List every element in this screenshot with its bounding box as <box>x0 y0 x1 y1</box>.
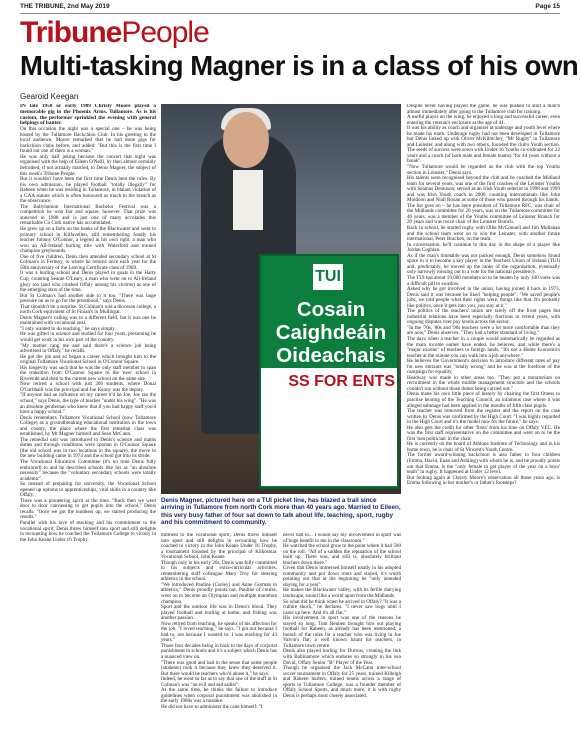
article-paragraph: One of five children, Denis then attended secondary school at St Colman's in Fermoy, to where he returns once each year for the 50th anniversary of the Leaving Certificate class of 1969. <box>20 253 156 271</box>
article-paragraph: Sport and the outdoor life was in Denis's blood. They played football and hurling at home, and fishing was another passion. <box>161 604 277 622</box>
article-paragraph: Asked why he got involved in the union, having joined it back in 1973, Denis said it was because he liked "helping people". "We saved people's jobs, we told people what their rights were, things like that. It's probably like politics, once it gets into you, you stay at it." <box>407 286 560 309</box>
article-paragraph: Given that Denis immersed himself totally in his adopted community and put down roots and stayed, it's worth pointing out that at the beginning he "only intended staying for a year". <box>283 565 401 588</box>
poster-slogan: Cosain Caighdeáin Oideachais <box>275 298 387 367</box>
article-paragraph: "There was good and bad in the sense that some people (students) took it because they knew they deserved it. But there would be teachers who'd abuse it," he says. <box>161 659 277 677</box>
masthead-rule <box>20 13 560 14</box>
article-paragraph: The teacher was removed from the register and the report on the case written by Denis was confirmed by the High Court. "I was highly regarded in the High Court and it's the model now for the future," he says. <box>407 408 560 426</box>
article-paragraph: He is currently on the board of Athlone Institute of Technology and in his home town, he is chair of St Vincent's Youth Centre. <box>407 441 560 453</box>
article-paragraph: He was only half joking because the concert that night was organised with the help of Eileen O'Neill, by then almost certainly betrothed, if not actually married, to Denis Magner, the subject of this week's Tribune People. <box>20 153 156 177</box>
article-paragraph: "I only wanted to do teaching," he says simply. <box>20 325 116 332</box>
article-paragraph: The TUI has about 19,000 members so to be beaten by only 100 votes was a difficult pill to swallow. <box>407 274 560 287</box>
article-paragraph: As if the man's timetable was not packed enough, Denis somehow found space in it to become a key player in the Teachers Union of Ireland (TUI) and, predictably, he moved up the ranks of the organisation, eventually only narrowly missing out in a vote for the national presidency. <box>407 252 560 276</box>
lede-paragraph: IN late 1958 or early 1989 Christy Moore played a memorable gig in the Phoenix Arms, Tullamore. As is his custom, the performer sprinkled the evening with general helpings of banter. <box>20 104 156 127</box>
article-paragraph: He also gets the credit for other 'firsts' from his time on Offaly VEC. He was the first staff representative on the committee and went on to be the first 'non politician' in the chair. <box>407 424 560 442</box>
article-paragraph: But St Colman's had another side to it too. "There was huge pressure on us to go for the priesthood," says Denis. <box>20 292 156 305</box>
article-column-4 <box>407 104 560 724</box>
article-paragraph: Now retired a school with just 200 students, where Donal O'Carbhaill was the principal and Joe Kenny was the deputy. <box>20 381 156 393</box>
article-paragraph: But it wouldn't have been the first time Denis bent the rules. By his own admission, he played football "totally illegally" for Raheen when he was residing in Tullamore, in blatant violation of a GAA statute which is often honoured as much in the breach as the observance. <box>20 176 156 205</box>
article-paragraph: Denis made his own little piece of history by chairing the first fitness to practise hearing of the Teaching Council, an infamous case where it was alleged sabotage had been applied to the mouths of fifth class pupils. <box>407 391 560 409</box>
article-paragraph: Back in school, he started rugby with Ollie McConnell and Jim Mollahan and the school team went on to win the Leinster, with another future international, Peter Bracken, on the team. <box>407 225 560 243</box>
article-paragraph: He was gifted in science and studied for four years, presuming he would get work in his own part of the country. <box>20 331 156 343</box>
article-column-3 <box>283 533 401 723</box>
section-name: People <box>121 16 209 49</box>
article-paragraph: Denis also played hurling for Durrow, creating the link with Ballinamore which endures so strongly in his son David, Offaly Senior "B" Player of the Year. <box>283 648 401 666</box>
article-paragraph: It was his ability as coach and organiser at underage and youth level where he made his mark. Underage rugby had not been developed in Tullamore but Denis linked up with Oliver McKilmchey, "Mr Rugby" in Tullamore and Leinster, and along with two others, founded the club's Youth section. The seeds of success were sown with Under 16 Youths co-ordinated for 22 years and a coach (of both male and female teams) "for 44 years without a break". <box>407 125 560 165</box>
article-paragraph: The politics of the teachers' union are rarely off the front pages but industrial relations have been especially fractious in recent years, with ongoing disputes over pay levels across the sector. <box>407 308 560 326</box>
article-paragraph: The list goes on – he has been president of Tullamore RFC, was chair of the Midlands committee for 20 years, was on the Tullamore committee for 40 years, was a member of the Youths committee of Leinster Branch for 20 years and was twice chair of the Leinster Branch. <box>407 202 560 226</box>
article-paragraph: He grew up on a farm on the banks of the Blackwater and went to primary school in Kilfavellen, still remembering fondly his teacher Johnny O'Connor, a legend in his own right, a man who won an All-Ireland hurling title with Waterford and trained champion greyhounds. <box>20 226 156 255</box>
photo-caption: Denis Magner, pictured here on a TUI picket line, has blazed a trail since arriving in Tullamore from north Cork more than 40 years ago. Married to Eileen, this very busy father of four sat down to talk about life, teaching, sport, rugby and his commitment to community. <box>161 497 401 527</box>
article-paragraph: The remedial unit was introduced to Denis's science and maths duties and through conditions were spartan in O'Connor Square (the old school was in two locations in the square), the move to the new building came in 1974 and the school got into its stride. <box>20 436 156 460</box>
article-paragraph: Headway was made in other areas too. "They put a moratorium on recruitment in the whole middle management structure and the schools couldn't run without those duties being carried out." <box>407 374 560 392</box>
article-paragraph: Though he organised the Jack McCann inter-school soccer tournament in Offaly for 25 years, trained Killeigh and Raheen hurlers, trained teams across a range of sports in Tullamore College, was a founder member of Offaly School Sports, and much more, it is with rugby Denis is perhaps most closely associated. <box>283 665 401 699</box>
article-paragraph: But looking again at Christy Moore's observation all those years ago, is Emma following in her mother's or father's footsteps? <box>407 474 560 487</box>
article-paragraph: Indeed, he went so far as to say that one of the staff in St Colman's was "an evil and sad sadist". <box>161 676 277 688</box>
article-paragraph: It was a hurling school and Denis played in goals in the Harty Cup, counting Seanie O'Leary, a man who went on to All-Ireland glory too (and who crushed Offaly among his victims) as one of the emerging stars of the time. <box>20 270 156 294</box>
article-paragraph: He makes the Blackwater valley, with its fertile dairying landscape, sound like a world apart from the Midlands. <box>283 587 401 600</box>
photo-subject-shirt <box>233 170 263 230</box>
article-paragraph: He got the job and so began a career which brought him to the original Tullamore Vocational School in O'Connor Square. <box>20 353 156 366</box>
article-paragraph: "If anyone had an influence on my career it'd be Joe, Joe ran the school," says Denis, the type of teacher "under his wing". "He was an absolute gentleman who knew that if you had happy staff you'd have a happy school." <box>20 392 156 416</box>
feature-photo <box>161 104 401 494</box>
picket-poster <box>259 254 399 489</box>
article-paragraph: At the same time, he thinks the failure to introduce guidelines when corporal punishment was abolished in the early 1980s was a mistake. <box>161 687 277 705</box>
article-paragraph: There was a pioneering spirit at the time. "Back then we went door to door canvassing to get pupils into the school," Denis recalls. "Once we got the numbers up, we started producing the results." <box>20 497 156 521</box>
masthead-bar <box>20 3 560 13</box>
article-paragraph: mitment to the vocational spirit, Denis threw himself into sport and still delights in recounting how he coached to victory in the John Keane Under 16 Trophy, a tournament founded by the principal of Kilkormac Vocational School, John Keane. <box>161 533 277 561</box>
poster-logo: TUI <box>313 264 343 290</box>
page-number: Page 15 <box>535 3 560 10</box>
article-paragraph: "My mother rang me and said there's a science job being advertised in Offaly," he recalls. <box>20 342 156 355</box>
article-paragraph: Denis remembers Tullamore Vocational School (now Tullamore College) as a groundbreaking educational institution in the town and county, the place where the first remedial class was established, by Mr Magner himself and Sean McCann. <box>20 414 156 438</box>
article-paragraph: Now retired from teaching, he speaks of his affection for the job. "I loved teaching," he says. "I got out because I had to, not because I wanted to. I was teaching for 43 years." <box>161 620 277 644</box>
article-paragraph: Denis Magner's calling was to a different field, but it was one he maintained with vocational zeal. <box>20 314 156 327</box>
article-paragraph: Those four decades being in back to the days of corporal punishment in schools and it's a subject which Denis has a nuanced view on. <box>161 642 277 661</box>
masthead-date: THE TRIBUNE, 2nd May 2019 <box>20 3 110 10</box>
poster-subtext: SS FOR ENTS <box>288 373 395 390</box>
article-paragraph: "In the '70s, '80s and '90s teachers were a lot more comfortable than they are now," Denis observes. "They had a better standard of living." <box>407 324 560 337</box>
article-paragraph: "Now Tullamore would be regarded as the club with the top Youths section in Leinster," Denis says. <box>407 164 560 176</box>
article-paragraph: He did not have to administer the cane himself: "I <box>161 703 263 710</box>
article-paragraph: On this occasion the night was a special one – he was being hosted by the Tullamore Backchion Club. In his greeting to the local audience, Moore remarked that he had done gigs for backchion clubs before, and added: "But this is the first time I found out one of them is a woman." <box>20 126 156 155</box>
article-paragraph: So what did he think when he arrived in Offaly? "It was a culture shock," he declares. "I never saw bogs until I came up here. And it's all flat." <box>283 598 401 616</box>
article-column-2 <box>161 533 277 723</box>
article-paragraph: His involvement in sport was one of the reasons he stayed so long. Tom Reuben brought him out playing football for Raheen, as already has been mentioned, a breach of the rules for a teacher who was living in Joe Valvin's flat, a well known haunt for teachers, in Tullamore town centre. <box>283 615 401 649</box>
article-paragraph: That shouldn't be a surprise. St Colman's was a diocesan college, a north Cork equivalent of St Finian's in Mullingar. <box>20 303 156 316</box>
article-paragraph: Despite never having played the game, he was pushed to start a match almost immediately after going to the Tullamore club for training. <box>407 104 560 115</box>
article-paragraph: The former award-winning backchion is also father to four children (Emma, David, Euan and Ashling) with whom he is, and he proudly points out that Emma, is the "only female to get player of the year on a boys' team" in rugby. It happened at Under 12 level. <box>407 452 560 476</box>
article-paragraph: His longevity was such that he was the only staff member to span the transition from O'Connor Square to the 'new' school in Riverside and then to the current new school on the same site. <box>20 364 156 382</box>
article-paragraph: A useful player on the wing, he enjoyed a long and successful career, even entering the veteran's enclosure at the age of 41. <box>407 114 560 126</box>
article-paragraph: never had to... I would say my involvement in sport was of huge benefit to me in the classroom." <box>283 533 401 544</box>
article-paragraph: Parallel with his love of teaching and his commitment to the vocational spirit, Denis threw himself into sport and still delights in recounting how he coached the Tullamore College to victory in the John Keane Under 16 Trophy. <box>20 520 156 543</box>
article-paragraph: So instead of preparing for university, the Vocational School opened up options to apprenticeships, vital skills in a country like Offaly. <box>20 481 156 499</box>
section-title <box>20 16 209 50</box>
article-paragraph: The Vocational Education Committee (it's no time Denis fully embraced) to and he described schools like his as "an absolute necessity" because the "voluntary secondary schools were totally academic". <box>20 459 156 482</box>
article-paragraph: He watched the school grow to the point where it had 500 on the roll. "All of a sudden the reputation of the school built up. There was, and still is, absolutely brilliant teachers down there." <box>283 543 401 566</box>
article-paragraph: The Ballybunion International Bachelor Festival was a competition he won fair and square, however. That prize was annexed in 1988 and is just one of many accolades this remarkable Co Cork native has accumulated. <box>20 203 156 227</box>
article-paragraph: The days when a teacher in a couple would automatically be regarded as the main income earner have ended, he believes, and while there's a "major exodus" of teachers to foreign lands, "It's not a Home Economics teacher at the minute you can walk into a job anywhere." <box>407 335 560 359</box>
article-paragraph: "We introduced Pauline (Curley) and Anne Gorman to athletics," Denis proudly points out. Pauline of course, went on to become an Olympian and multiple marathon champion. <box>161 581 277 605</box>
headline: Multi-tasking Magner is in a class of his own <box>20 50 579 81</box>
article-column-1 <box>20 104 156 724</box>
article-paragraph: He believes the Government's decision to introduce different rates of pay for new entrants was "totally wrong" and he was at the forefront of the campaign for equality. <box>407 358 560 376</box>
section-brand: Tribune <box>20 16 122 49</box>
photo-subject-head <box>223 112 269 168</box>
article-paragraph: Though only in his early 20s, Denis was fully committed to his subjects and extra-curricular activities, remembering staff colleague Mary Troy for steering athletics in the school. <box>161 559 277 583</box>
article-paragraph: In conversation, he'll continue to this day in the shape of a player like Jordan Coghlan. <box>407 241 560 254</box>
column-1-body <box>20 127 156 543</box>
article-paragraph: His talents were recognised beyond the club and he coached the Midland team for several years, was one of the first coaches of the Leinster Youths with Seamus Dennison, served as an Irish Youth selector in 1998 and 1999 and was Irish Youth coach in 2000, counting internationals like John Muldoon and Niall Ronan as some of those who passed through his hands. <box>407 175 560 204</box>
byline: Gearoid Keegan <box>20 92 79 101</box>
